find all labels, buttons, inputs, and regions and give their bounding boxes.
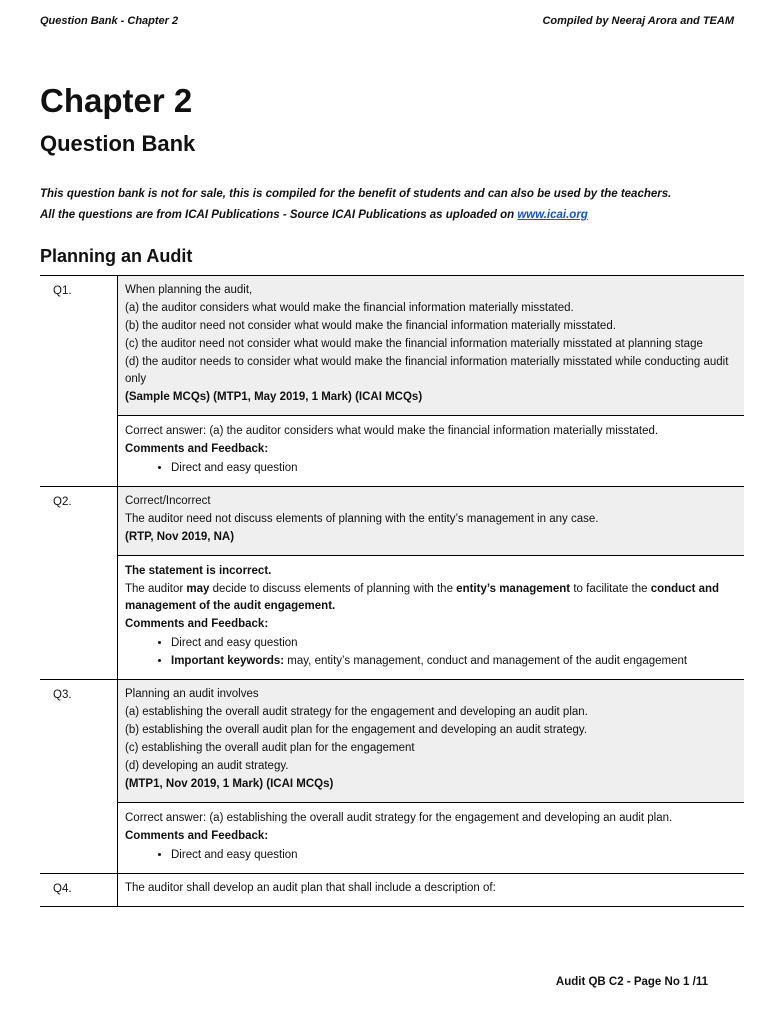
option-c: (c) the auditor need not consider what would make the financial information materially misstated at planning stage <box>125 338 703 350</box>
question-source: (MTP1, Nov 2019, 1 Mark) (ICAI MCQs) <box>125 778 334 790</box>
question-stem: When planning the audit, <box>125 284 253 296</box>
answer-keyword: entity’s management <box>456 583 571 595</box>
table-row <box>40 874 744 907</box>
option-d: (d) developing an audit strategy. <box>125 760 289 772</box>
table-row <box>40 803 744 874</box>
question-number: Q4. <box>40 874 118 907</box>
question-cell <box>118 276 745 416</box>
keywords-label: Important keywords: <box>171 655 285 667</box>
answer-cell <box>118 556 745 680</box>
question-number: Q2. <box>40 487 118 680</box>
answer-keyword: may <box>186 583 210 595</box>
table-row <box>40 556 744 680</box>
feedback-label: Comments and Feedback: <box>125 830 269 842</box>
question-source: (RTP, Nov 2019, NA) <box>125 531 235 543</box>
question-cell <box>118 487 745 556</box>
question-source: (Sample MCQs) (MTP1, May 2019, 1 Mark) (ICAI MCQs) <box>125 391 423 403</box>
question-cell <box>118 680 745 803</box>
table-row <box>40 487 744 556</box>
option-b: (b) the auditor need not consider what would make the financial information materially misstated. <box>125 320 616 332</box>
icai-link[interactable]: www.icai.org <box>517 209 588 221</box>
answer-keyword: conduct and management of the audit engagement. <box>125 583 720 612</box>
question-stem: The auditor need not discuss elements of planning with the entity’s management in any case. <box>125 513 599 525</box>
question-stem: Planning an audit involves <box>125 688 259 700</box>
feedback-label: Comments and Feedback: <box>125 618 269 630</box>
disclaimer-line-2 <box>40 205 752 226</box>
answer-part: to facilitate the <box>570 583 651 595</box>
option-a: (a) establishing the overall audit strategy for the engagement and developing an audit plan. <box>125 706 588 718</box>
list-item: • Direct and easy question <box>171 635 736 652</box>
answer-cell <box>118 803 745 874</box>
question-table <box>40 275 744 907</box>
header-right: Compiled by Neeraj Arora and TEAM <box>542 15 734 27</box>
feedback-list <box>125 847 736 864</box>
question-number: Q3. <box>40 680 118 874</box>
page-subtitle: Question Bank <box>40 131 196 156</box>
question-stem: The auditor shall develop an audit plan that shall include a description of: <box>125 882 496 894</box>
answer-text: Correct answer: (a) the auditor considers what would make the financial information materially misstated. <box>125 425 659 437</box>
list-item <box>171 653 736 670</box>
disclaimer-line-2-text: All the questions are from ICAI Publications - Source ICAI Publications as uploaded on <box>40 209 518 221</box>
disclaimer-note <box>40 184 752 226</box>
chapter-title: Chapter 2 <box>40 82 193 119</box>
feedback-label: Comments and Feedback: <box>125 443 269 455</box>
answer-text <box>125 581 736 615</box>
answer-heading: The statement is incorrect. <box>125 565 272 577</box>
table-row <box>40 680 744 803</box>
option-a: (a) the auditor considers what would make the financial information materially misstated. <box>125 302 574 314</box>
option-b: (b) establishing the overall audit plan for the engagement and developing an audit strategy. <box>125 724 588 736</box>
question-number: Q1. <box>40 276 118 487</box>
option-c: (c) establishing the overall audit plan for the engagement <box>125 742 415 754</box>
answer-part: decide to discuss elements of planning with the <box>209 583 457 595</box>
list-item: • Direct and easy question <box>171 460 736 477</box>
table-row <box>40 276 744 416</box>
option-d: (d) the auditor needs to consider what would make the financial information materially misstated while conducting audit only <box>125 356 729 385</box>
page-footer: Audit QB C2 - Page No 1 /11 <box>555 976 708 988</box>
list-item: • Direct and easy question <box>171 847 736 864</box>
table-row <box>40 416 744 487</box>
header-left: Question Bank - Chapter 2 <box>40 15 179 27</box>
answer-cell <box>118 416 745 487</box>
question-type: Correct/Incorrect <box>125 495 211 507</box>
feedback-list <box>125 460 736 477</box>
answer-part: The auditor <box>125 583 187 595</box>
question-cell <box>118 874 745 907</box>
answer-text: Correct answer: (a) establishing the overall audit strategy for the engagement and developing an audit plan. <box>125 812 673 824</box>
disclaimer-line-1: This question bank is not for sale, this is compiled for the benefit of students and can also be used by the teachers. <box>40 188 672 200</box>
feedback-list <box>125 635 736 670</box>
keywords-text: may, entity’s management, conduct and management of the audit engagement <box>284 655 688 667</box>
section-title: Planning an Audit <box>40 246 193 266</box>
